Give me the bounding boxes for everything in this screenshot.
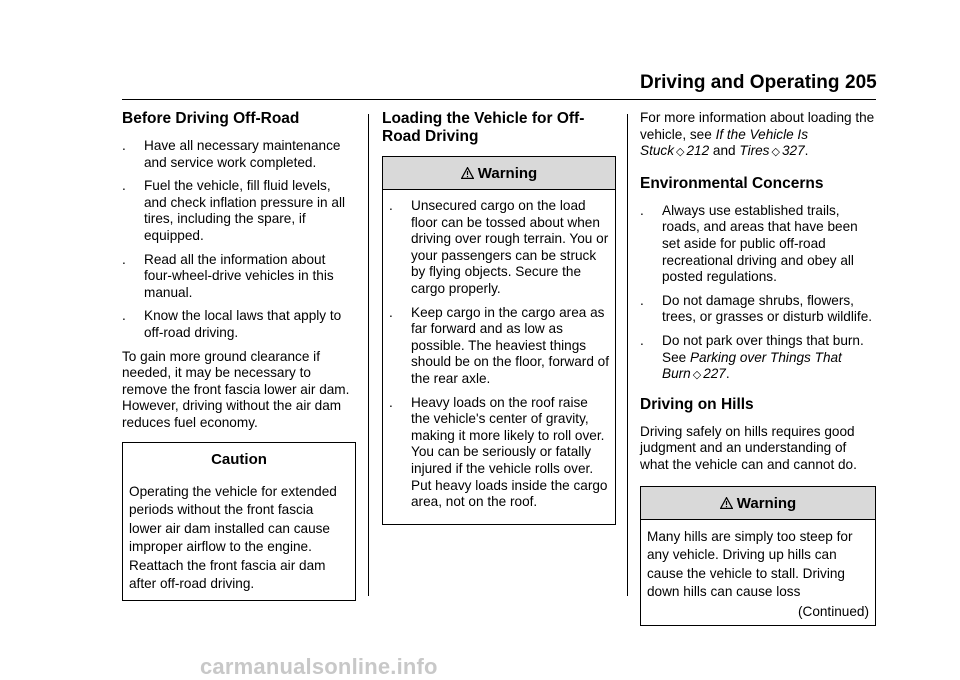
column-2 bbox=[382, 110, 616, 525]
cross-reference-page[interactable]: 212 bbox=[686, 143, 710, 159]
list-item-text: Fuel the vehicle, fill fluid levels, and check inflation pressure in all tires, including the spare, if equipped. bbox=[144, 178, 345, 243]
bullet-marker: . bbox=[122, 308, 126, 324]
ground-clearance-paragraph: To gain more ground clearance if needed, it may be necessary to remove the front fascia lower air dam. However, driving without the air dam reduces fuel economy. bbox=[122, 348, 350, 430]
list-item bbox=[640, 333, 876, 384]
cross-reference-link[interactable]: Tires bbox=[739, 143, 770, 159]
header-divider bbox=[122, 99, 876, 100]
list-item-text: Keep cargo in the cargo area as far forward and as low as possible. The heaviest things should be on the floor, forward of the rear axle. bbox=[411, 304, 609, 386]
warning-header bbox=[641, 487, 875, 520]
list-item-text: . bbox=[725, 366, 730, 382]
continued-label: (Continued) bbox=[797, 603, 869, 619]
hills-paragraph: Driving safely on hills requires good judgment and an understanding of what the vehicle can and cannot do. bbox=[640, 423, 857, 472]
heading-loading-vehicle: Loading the Vehicle for Off-Road Driving bbox=[382, 110, 585, 145]
section-title: Driving and Operating bbox=[640, 72, 840, 93]
list-item-text: Do not damage shrubs, flowers, trees, or grasses or disturb wildlife. bbox=[662, 292, 873, 325]
cross-reference-page[interactable]: 327 bbox=[781, 143, 805, 159]
page-number: 205 bbox=[845, 72, 877, 93]
column-1 bbox=[122, 110, 356, 601]
caution-text: Operating the vehicle for extended periods without the front fascia lower air dam installed can cause improper airflow to the engine. Reattach the front fascia air dam after off-road driving. bbox=[129, 483, 337, 591]
environment-bullet-list bbox=[640, 203, 876, 384]
list-item bbox=[389, 395, 609, 511]
page-ref-arrow-icon: ◇ bbox=[676, 146, 685, 159]
list-item bbox=[640, 203, 876, 286]
list-item bbox=[389, 305, 609, 388]
bullet-marker: . bbox=[640, 292, 644, 308]
warning-body bbox=[641, 520, 875, 625]
warning-text: Many hills are simply too steep for any vehicle. Driving up hills can cause the vehicle to stall. Driving down hills can cause loss bbox=[647, 528, 853, 599]
column-divider-1 bbox=[368, 114, 369, 596]
warning-body bbox=[383, 190, 615, 524]
warning-icon bbox=[461, 167, 474, 179]
warning-title: Warning bbox=[736, 494, 797, 512]
heading-before-driving-off-road: Before Driving Off-Road bbox=[122, 110, 300, 127]
list-item bbox=[640, 293, 876, 326]
bullet-marker: . bbox=[122, 138, 126, 153]
page-ref-arrow-icon: ◇ bbox=[692, 369, 702, 382]
list-item-text: Know the local laws that apply to off-road driving. bbox=[144, 308, 342, 340]
warning-title: Warning bbox=[477, 165, 538, 182]
intro-text: For more information about loading the vehicle, see bbox=[640, 110, 875, 142]
cross-reference-link[interactable]: If the Vehicle Is Stuck bbox=[640, 126, 808, 159]
bullet-marker: . bbox=[389, 394, 393, 410]
list-item bbox=[122, 252, 356, 302]
cross-reference-page[interactable]: 227 bbox=[703, 366, 726, 382]
list-item bbox=[389, 198, 609, 298]
bullet-marker: . bbox=[640, 202, 644, 218]
heading-driving-on-hills: Driving on Hills bbox=[640, 395, 754, 413]
watermark: carmanualsonline.info bbox=[200, 654, 438, 679]
list-item-text: Do not park over things that burn. See bbox=[662, 332, 864, 365]
warning-box-cargo bbox=[382, 156, 616, 525]
list-item-text: Always use established trails, roads, and areas that have been set aside for public off-road recreational driving and obey all posted regulations. bbox=[662, 202, 858, 285]
heading-environmental-concerns: Environmental Concerns bbox=[640, 174, 824, 192]
warning-box-hills bbox=[640, 486, 876, 626]
page-ref-arrow-icon: ◇ bbox=[771, 146, 780, 159]
list-item-text: Have all necessary maintenance and service work completed. bbox=[144, 138, 341, 170]
intro-text: . bbox=[804, 143, 809, 159]
warning-icon bbox=[720, 497, 733, 509]
bullet-marker: . bbox=[640, 332, 644, 348]
column-3 bbox=[640, 110, 876, 626]
prep-bullet-list bbox=[122, 138, 356, 342]
list-item-text: Unsecured cargo on the load floor can be tossed about when driving over rough terrain. You or your passengers can be struck by flying objects. Secure the cargo properly. bbox=[411, 198, 609, 296]
warning-bullet-list bbox=[389, 198, 609, 511]
bullet-marker: . bbox=[122, 178, 126, 194]
list-item-text: Read all the information about four-wheel-drive vehicles in this manual. bbox=[144, 251, 334, 300]
list-item bbox=[122, 308, 356, 341]
caution-body bbox=[123, 475, 355, 600]
list-item-text: Heavy loads on the roof raise the vehicle's center of gravity, making it more likely to roll over. You can be seriously or fatally injured if the vehicle rolls over. Put heavy loads inside the cargo area, not on the roof. bbox=[411, 394, 608, 510]
warning-header bbox=[383, 157, 615, 190]
cross-reference-link[interactable]: Parking over Things That Burn bbox=[662, 349, 842, 382]
caution-box bbox=[122, 442, 356, 601]
intro-text: and bbox=[709, 143, 740, 159]
bullet-marker: . bbox=[389, 198, 393, 213]
caution-title: Caution bbox=[211, 450, 267, 468]
bullet-marker: . bbox=[122, 251, 126, 267]
list-item bbox=[122, 138, 356, 171]
column-divider-2 bbox=[627, 114, 628, 596]
loading-reference-paragraph bbox=[640, 110, 876, 161]
list-item bbox=[122, 178, 356, 244]
bullet-marker: . bbox=[389, 304, 393, 320]
